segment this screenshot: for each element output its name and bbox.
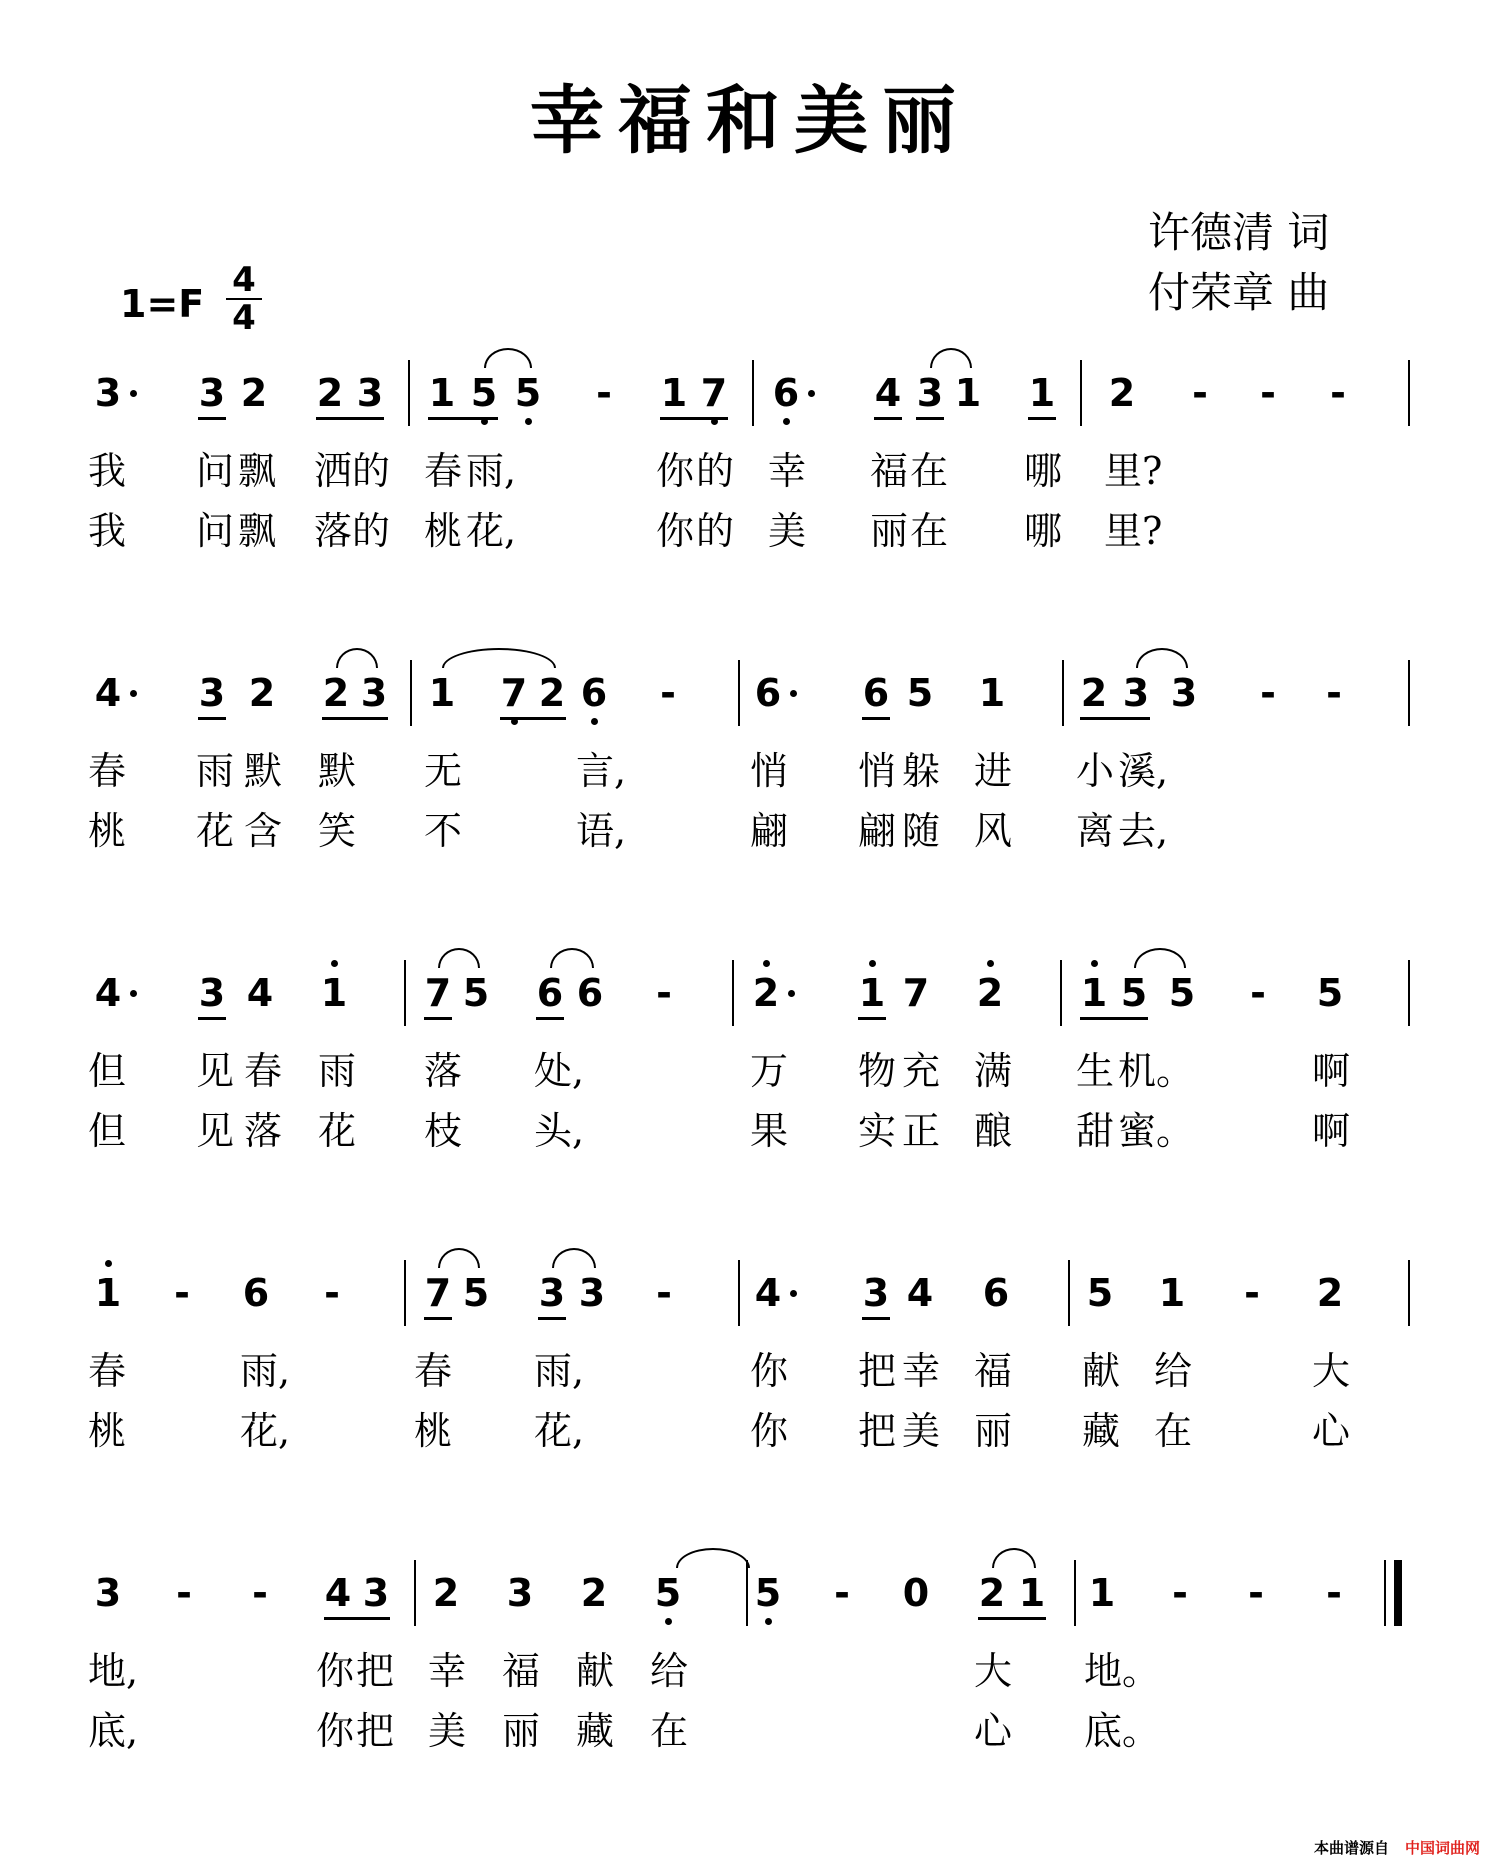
note: 3 [362, 1571, 390, 1615]
lyric: 风 [974, 809, 1013, 853]
lyric: 啊 [1312, 1049, 1351, 1093]
note: 1 [428, 371, 456, 415]
lyric: 机。 [1118, 1049, 1195, 1093]
eighth-underline [324, 1617, 390, 1620]
lyric: 幸 [768, 449, 807, 493]
eighth-underline [536, 1017, 564, 1020]
lyric: 把 [858, 1409, 897, 1453]
dash: - [252, 1571, 268, 1615]
lyrics-row-5-verse-2 [0, 1706, 1500, 1756]
note: 4 [324, 1571, 352, 1615]
note: 4 [94, 671, 122, 715]
lyrics-row-4-verse-2 [0, 1406, 1500, 1456]
lyric: 去, [1118, 809, 1169, 853]
lyric: 你 [750, 1349, 789, 1393]
lyric: 默 [244, 749, 283, 793]
lyric: 躲 [902, 749, 941, 793]
lyric: 落 [314, 509, 353, 553]
barline [738, 660, 740, 726]
lyric: 充 [902, 1049, 941, 1093]
eighth-underline [428, 417, 498, 420]
lyric: 春 [424, 449, 463, 493]
notation-row-5 [0, 1558, 1500, 1628]
barline [732, 960, 734, 1026]
lyric: 哪 [1024, 449, 1063, 493]
lyric: 藏 [1082, 1409, 1121, 1453]
lyric: 随 [902, 809, 941, 853]
lyric: 里? [1104, 509, 1163, 553]
lyric: 春 [244, 1049, 283, 1093]
lyric: 福 [870, 449, 909, 493]
augmentation-dot [808, 390, 815, 397]
lyric: 你 [656, 509, 695, 553]
note: 1 [91, 1258, 125, 1328]
note: 3 [198, 371, 226, 415]
lyrics-row-3-verse-1 [0, 1046, 1500, 1096]
lyric: 雨, [240, 1349, 291, 1393]
lyric: 给 [650, 1649, 689, 1693]
eighth-underline [424, 1017, 452, 1020]
tie-slur [438, 948, 480, 968]
lyric: 地, [88, 1649, 139, 1693]
tie-slur [676, 1548, 750, 1568]
lyric: 酿 [974, 1109, 1013, 1153]
lyrics-row-3-verse-2 [0, 1106, 1500, 1156]
eighth-underline [862, 1317, 890, 1320]
lyric: 幸 [902, 1349, 941, 1393]
lyric: 见 [196, 1109, 235, 1153]
note: 2 [580, 1571, 608, 1615]
lyric: 悄 [858, 749, 897, 793]
dash: - [1192, 371, 1208, 415]
final-barline-thin [1384, 1560, 1386, 1626]
lyric: 我 [88, 509, 127, 553]
note: 1 [317, 958, 351, 1028]
eighth-underline [538, 1317, 566, 1320]
lyric: 献 [576, 1649, 615, 1693]
lyric: 悄 [750, 749, 789, 793]
barline [1080, 360, 1082, 426]
lyric: 在 [1154, 1409, 1193, 1453]
augmentation-dot [790, 1290, 797, 1297]
dash: - [1330, 371, 1346, 415]
barline [414, 1560, 416, 1626]
note: 1 [1028, 371, 1056, 415]
lyric: 翩 [858, 809, 897, 853]
eighth-underline [1028, 417, 1056, 420]
lyric: 给 [1154, 1349, 1193, 1393]
lyric: 离 [1076, 809, 1115, 853]
eighth-underline [424, 1317, 452, 1320]
note: 1 [978, 671, 1006, 715]
barline [746, 1560, 748, 1626]
dash: - [596, 371, 612, 415]
augmentation-dot [788, 990, 795, 997]
barline [404, 960, 406, 1026]
lyric: 的 [696, 509, 735, 553]
lyric: 满 [974, 1049, 1013, 1093]
note: 2 [1108, 371, 1136, 415]
lyric: 桃 [414, 1409, 453, 1453]
note: 6 [754, 671, 782, 715]
lyric: 果 [750, 1109, 789, 1153]
lyric: 福 [502, 1649, 541, 1693]
note: 5 [511, 358, 545, 428]
lyric: 雨, [534, 1349, 585, 1393]
lyric: 大 [1312, 1349, 1351, 1393]
lyric: 春 [88, 1349, 127, 1393]
barline [1408, 960, 1410, 1026]
dash: - [176, 1571, 192, 1615]
lyric: 溪, [1118, 749, 1169, 793]
lyricist-credit: 许德清 词 [1148, 208, 1330, 257]
lyric: 在 [910, 449, 949, 493]
composer-credit: 付荣章 曲 [1148, 268, 1330, 317]
lyrics-row-1-verse-1 [0, 446, 1500, 496]
note: 4 [874, 371, 902, 415]
note: 1 [1077, 958, 1111, 1028]
dash: - [1326, 1571, 1342, 1615]
dash: - [174, 1271, 190, 1315]
barline [1068, 1260, 1070, 1326]
lyric: 正 [902, 1109, 941, 1153]
lyric: 语, [576, 809, 627, 853]
lyric: 见 [196, 1049, 235, 1093]
note: 5 [467, 358, 501, 428]
lyric: 我 [88, 449, 127, 493]
note: 7 [424, 971, 452, 1015]
lyric: 花 [318, 1109, 357, 1153]
note: 2 [538, 671, 566, 715]
note: 5 [462, 1271, 490, 1315]
note: 3 [506, 1571, 534, 1615]
note: 6 [536, 971, 564, 1015]
dash: - [656, 1271, 672, 1315]
note: 0 [902, 1571, 930, 1615]
note: 2 [322, 671, 350, 715]
barline [1060, 960, 1062, 1026]
lyric: 哪 [1024, 509, 1063, 553]
lyric: 把 [356, 1709, 395, 1753]
note: 2 [432, 1571, 460, 1615]
barline [1408, 660, 1410, 726]
lyric: 的 [352, 509, 391, 553]
key-signature: 1=F [120, 282, 205, 326]
note: 6 [242, 1271, 270, 1315]
eighth-underline [198, 717, 226, 720]
barline [738, 1260, 740, 1326]
note: 6 [982, 1271, 1010, 1315]
time-signature-bottom: 4 [226, 298, 262, 336]
lyric: 心 [974, 1709, 1013, 1753]
eighth-underline [874, 417, 902, 420]
watermark-prefix: 本曲谱源自 [1313, 1839, 1389, 1857]
eighth-underline [322, 717, 388, 720]
note: 4 [754, 1271, 782, 1315]
lyric: 物 [858, 1049, 897, 1093]
note: 3 [94, 371, 122, 415]
lyric: 蜜。 [1118, 1109, 1195, 1153]
note: 1 [428, 671, 456, 715]
lyric: 桃 [88, 809, 127, 853]
note: 3 [360, 671, 388, 715]
dash: - [1244, 1271, 1260, 1315]
lyric: 万 [750, 1049, 789, 1093]
lyric: 把 [356, 1649, 395, 1693]
eighth-underline [978, 1617, 1046, 1620]
lyric: 落 [244, 1109, 283, 1153]
lyric: 花, [466, 509, 517, 553]
note: 3 [1170, 671, 1198, 715]
barline [752, 360, 754, 426]
note: 3 [198, 671, 226, 715]
note: 3 [1122, 671, 1150, 715]
note: 4 [246, 971, 274, 1015]
lyric: 枝 [424, 1109, 463, 1153]
note: 7 [497, 658, 531, 728]
eighth-underline [1080, 717, 1150, 720]
tie-slur [484, 348, 532, 368]
final-barline-thick [1394, 1560, 1402, 1626]
lyric: 丽 [870, 509, 909, 553]
eighth-underline [916, 417, 944, 420]
lyric: 在 [910, 509, 949, 553]
tie-slur [438, 1248, 480, 1268]
eighth-underline [316, 417, 384, 420]
note: 1 [1158, 1271, 1186, 1315]
lyric: 言, [576, 749, 627, 793]
augmentation-dot [130, 690, 137, 697]
lyric: 福 [974, 1349, 1013, 1393]
lyrics-row-4-verse-1 [0, 1346, 1500, 1396]
lyric: 丽 [974, 1409, 1013, 1453]
lyric: 心 [1312, 1409, 1351, 1453]
lyric: 笑 [318, 809, 357, 853]
note: 3 [198, 971, 226, 1015]
time-signature-top: 4 [232, 260, 256, 300]
lyric: 头, [534, 1109, 585, 1153]
note: 7 [424, 1271, 452, 1315]
note: 2 [978, 1571, 1006, 1615]
lyric: 无 [424, 749, 463, 793]
dash: - [1326, 671, 1342, 715]
lyric: 啊 [1312, 1109, 1351, 1153]
lyric: 生 [1076, 1049, 1115, 1093]
notation-row-2 [0, 658, 1500, 728]
tie-slur [1136, 648, 1188, 668]
note: 5 [1086, 1271, 1114, 1315]
notation-row-1 [0, 358, 1500, 428]
note: 7 [697, 358, 731, 428]
barline [408, 360, 410, 426]
lyrics-row-2-verse-1 [0, 746, 1500, 796]
note: 3 [916, 371, 944, 415]
lyric: 美 [428, 1709, 467, 1753]
dash: - [324, 1271, 340, 1315]
lyric: 你 [316, 1649, 355, 1693]
tie-slur [442, 648, 556, 668]
lyric: 桃 [88, 1409, 127, 1453]
lyric: 藏 [576, 1709, 615, 1753]
note: 1 [660, 371, 688, 415]
augmentation-dot [130, 390, 137, 397]
lyric: 的 [352, 449, 391, 493]
eighth-underline [500, 717, 566, 720]
notation-row-4 [0, 1258, 1500, 1328]
lyric: 底。 [1084, 1709, 1161, 1753]
lyric: 花 [196, 809, 235, 853]
lyric: 桃 [424, 509, 463, 553]
lyric: 飘 [238, 509, 277, 553]
lyric: 底, [88, 1709, 139, 1753]
lyrics-row-1-verse-2 [0, 506, 1500, 556]
dash: - [660, 671, 676, 715]
dash: - [656, 971, 672, 1015]
lyric: 美 [768, 509, 807, 553]
tie-slur [992, 1548, 1036, 1568]
lyric: 丽 [502, 1709, 541, 1753]
barline [1408, 360, 1410, 426]
lyric: 翩 [750, 809, 789, 853]
lyric: 问 [196, 449, 235, 493]
tie-slur [336, 648, 378, 668]
lyric: 大 [974, 1649, 1013, 1693]
note: 5 [1120, 971, 1148, 1015]
note: 5 [462, 971, 490, 1015]
dash: - [834, 1571, 850, 1615]
dash: - [1260, 671, 1276, 715]
lyric: 飘 [238, 449, 277, 493]
dash: - [1260, 371, 1276, 415]
lyric: 的 [696, 449, 735, 493]
note: 5 [1316, 971, 1344, 1015]
lyric: 小 [1076, 749, 1115, 793]
note: 3 [356, 371, 384, 415]
tie-slur [930, 348, 972, 368]
note: 2 [973, 958, 1007, 1028]
note: 1 [855, 958, 889, 1028]
note: 3 [538, 1271, 566, 1315]
note: 3 [94, 1571, 122, 1615]
lyric: 雨 [318, 1049, 357, 1093]
note: 6 [769, 358, 803, 428]
notation-row-3 [0, 958, 1500, 1028]
note: 2 [749, 958, 783, 1028]
eighth-underline [858, 1017, 886, 1020]
lyric: 花, [534, 1409, 585, 1453]
lyric: 美 [902, 1409, 941, 1453]
time-signature [226, 262, 262, 336]
barline [410, 660, 412, 726]
dash: - [1250, 971, 1266, 1015]
note: 4 [906, 1271, 934, 1315]
lyric: 献 [1082, 1349, 1121, 1393]
lyric: 里? [1104, 449, 1163, 493]
eighth-underline [862, 717, 890, 720]
lyric: 实 [858, 1109, 897, 1153]
eighth-underline [660, 417, 728, 420]
watermark [1314, 1837, 1480, 1858]
note: 7 [902, 971, 930, 1015]
watermark-site-link[interactable]: 中国词曲网 [1404, 1839, 1480, 1857]
lyric: 春 [88, 749, 127, 793]
lyric: 春 [414, 1349, 453, 1393]
tie-slur [552, 1248, 596, 1268]
note: 2 [240, 371, 268, 415]
note: 3 [578, 1271, 606, 1315]
barline [1408, 1260, 1410, 1326]
barline [404, 1260, 406, 1326]
tie-slur [1134, 948, 1186, 968]
lyric: 你 [656, 449, 695, 493]
lyric: 含 [244, 809, 283, 853]
lyric: 但 [88, 1109, 127, 1153]
lyrics-row-2-verse-2 [0, 806, 1500, 856]
dash: - [1248, 1571, 1264, 1615]
augmentation-dot [130, 990, 137, 997]
lyric: 把 [858, 1349, 897, 1393]
note: 6 [862, 671, 890, 715]
lyric: 雨, [466, 449, 517, 493]
eighth-underline [1080, 1017, 1148, 1020]
lyric: 不 [424, 809, 463, 853]
note: 4 [94, 971, 122, 1015]
lyric: 花, [240, 1409, 291, 1453]
note: 3 [862, 1271, 890, 1315]
note: 5 [651, 1558, 685, 1628]
lyric: 甜 [1076, 1109, 1115, 1153]
lyric: 落 [424, 1049, 463, 1093]
eighth-underline [198, 1017, 226, 1020]
lyric: 雨 [196, 749, 235, 793]
lyric: 问 [196, 509, 235, 553]
note: 5 [906, 671, 934, 715]
lyric: 你 [316, 1709, 355, 1753]
lyric: 在 [650, 1709, 689, 1753]
lyric: 默 [318, 749, 357, 793]
note: 5 [1168, 971, 1196, 1015]
lyric: 洒 [314, 449, 353, 493]
lyric: 进 [974, 749, 1013, 793]
barline [1062, 660, 1064, 726]
note: 1 [1018, 1571, 1046, 1615]
eighth-underline [198, 417, 226, 420]
lyric: 但 [88, 1049, 127, 1093]
note: 1 [954, 371, 982, 415]
lyric: 地。 [1084, 1649, 1161, 1693]
note: 2 [1316, 1271, 1344, 1315]
note: 2 [316, 371, 344, 415]
lyric: 幸 [428, 1649, 467, 1693]
note: 5 [751, 1558, 785, 1628]
barline [1074, 1560, 1076, 1626]
note: 6 [576, 971, 604, 1015]
note: 2 [248, 671, 276, 715]
tie-slur [550, 948, 594, 968]
lyrics-row-5-verse-1 [0, 1646, 1500, 1696]
lyric: 处, [534, 1049, 585, 1093]
note: 2 [1080, 671, 1108, 715]
note: 1 [1088, 1571, 1116, 1615]
note: 6 [577, 658, 611, 728]
lyric: 你 [750, 1409, 789, 1453]
dash: - [1172, 1571, 1188, 1615]
augmentation-dot [790, 690, 797, 697]
song-title: 幸福和美丽 [530, 78, 970, 164]
